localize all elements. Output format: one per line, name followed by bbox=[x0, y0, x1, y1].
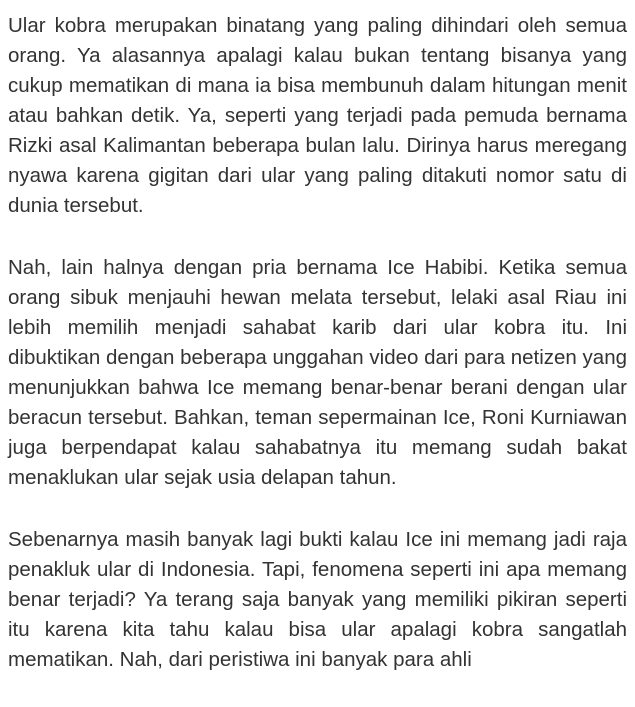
article-body bbox=[8, 11, 627, 707]
article-paragraph-2: Nah, lain halnya dengan pria bernama Ice Habibi. Ketika semua orang sibuk menjauhi hewan melata tersebut, lelaki asal Riau ini lebih memilih menjadi sahabat karib dari ular kobra itu. Ini dibuktikan dengan beberapa unggahan video dari para netizen yang menunjukkan bahwa Ice memang benar-benar berani dengan ular beracun tersebut. Bahkan, teman sepermainan Ice, Roni Kurniawan juga berpendapat kalau sahabatnya itu memang sudah bakat menaklukan ular sejak usia delapan tahun. bbox=[8, 256, 627, 489]
article-paragraph-3: Sebenarnya masih banyak lagi bukti kalau Ice ini memang jadi raja penakluk ular di Indonesia. Tapi, fenomena seperti ini apa memang benar terjadi? Ya terang saja banyak yang memiliki pikiran seperti itu karena kita tahu kalau bisa ular apalagi kobra sangatlah mematikan. Nah, dari peristiwa ini banyak para ahli bbox=[8, 528, 627, 671]
article-paragraph-1: Ular kobra merupakan binatang yang paling dihindari oleh semua orang. Ya alasannya apalagi kalau bukan tentang bisanya yang cukup mematikan di mana ia bisa membunuh dalam hitungan menit atau bahkan detik. Ya, seperti yang terjadi pada pemuda bernama Rizki asal Kalimantan beberapa bulan lalu. Dirinya harus meregang nyawa karena gigitan dari ular yang paling ditakuti nomor satu di dunia tersebut. bbox=[8, 14, 627, 217]
